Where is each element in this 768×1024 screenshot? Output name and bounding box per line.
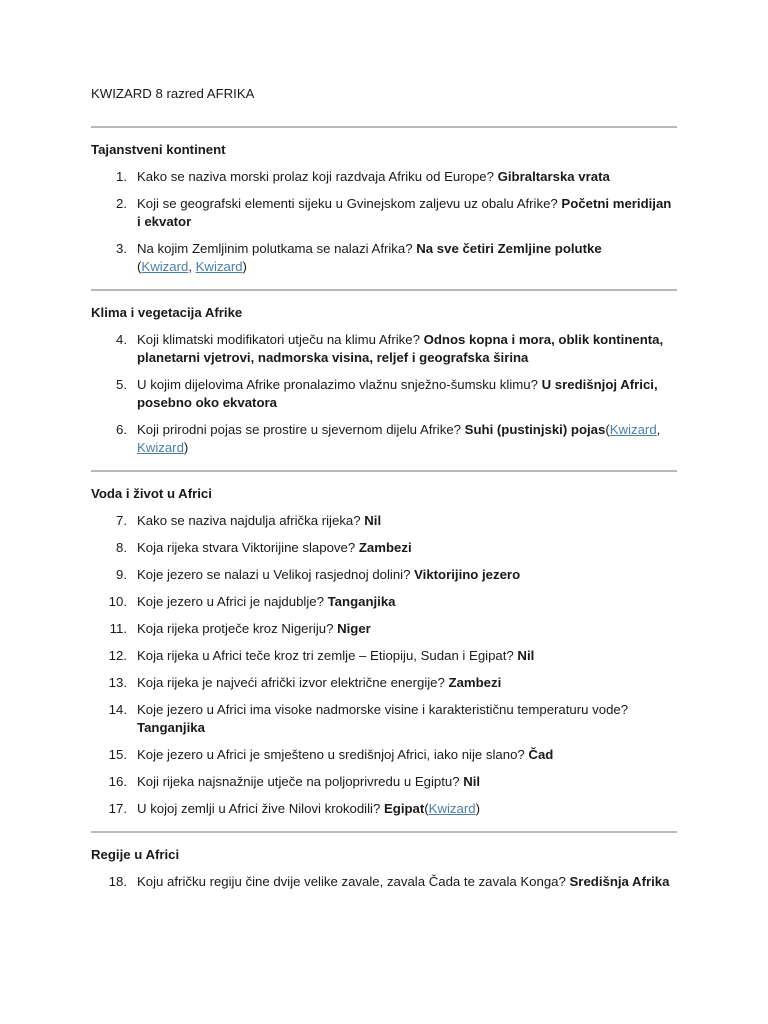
item-number: 18. [108,874,127,889]
list-item [91,195,677,231]
question-text: U kojim dijelovima Afrike pronalazimo vlažnu snježno-šumsku klimu? [137,377,542,392]
item-number: 5. [116,377,127,392]
list-item [91,647,677,665]
document [91,84,677,891]
question-text: Koji rijeka najsnažnije utječe na poljoprivredu u Egiptu? [137,774,464,789]
answer-text: Zambezi [448,675,502,690]
list-item [91,539,677,557]
item-number: 11. [109,621,127,636]
question-text: Koju afričku regiju čine dvije velike zavale, zavala Čada te zavala Konga? [137,874,570,889]
item-number: 2. [116,196,127,211]
question-text: Koja rijeka stvara Viktorijine slapove? [137,540,359,555]
section-title: Tajanstveni kontinent [91,142,226,157]
answer-text: Odnos kopna i mora, oblik kontinenta, planetarni vjetrovi, nadmorska visina, reljef i geografska širina [137,332,664,365]
source-link[interactable]: Kwizard [428,801,476,816]
source-link[interactable]: Kwizard [195,259,243,274]
list-item [91,701,677,737]
source-separator: , [188,259,196,274]
answer-text: Nil [517,648,535,663]
item-number: 1. [116,169,127,184]
section-title: Klima i vegetacija Afrike [91,305,243,320]
answer-text: Zambezi [358,540,412,555]
answer-text: Središnja Afrika [569,874,670,889]
item-number: 4. [116,332,127,347]
section-divider [91,470,677,472]
source-paren: ) [183,440,189,455]
question-text: Na kojim Zemljinim polutkama se nalazi Afrika? [137,241,417,256]
section-divider [91,126,677,128]
source-paren: ( [137,259,142,274]
list-item [91,240,677,276]
item-number: 10. [108,594,127,609]
list-item [91,773,677,791]
source-separator: , [656,422,661,437]
answer-text: Niger [337,621,371,636]
answer-text: Viktorijino jezero [414,567,521,582]
answer-text: U središnjoj Africi, posebno oko ekvatora [137,377,658,410]
answer-text: Početni meridijan i ekvator [137,196,672,229]
section-title: Regije u Africi [91,847,180,862]
item-number: 13. [108,675,127,690]
question-text: Koji se geografski elementi sijeku u Gvinejskom zaljevu uz obalu Afrike? [137,196,562,211]
question-text: Koja rijeka u Africi teče kroz tri zemlje – Etiopiju, Sudan i Egipat? [137,648,518,663]
item-number: 9. [116,567,127,582]
answer-text: Tanganjika [327,594,396,609]
list-item [91,746,677,764]
question-text: Koja rijeka protječe kroz Nigeriju? [137,621,338,636]
section-divider [91,831,677,833]
answer-text: Čad [528,747,554,762]
list-item [91,674,677,692]
item-number: 6. [116,422,127,437]
answer-text: Gibraltarska vrata [497,169,610,184]
list-item [91,620,677,638]
source-paren: ) [242,259,247,274]
source-paren: ( [605,422,610,437]
list-item [91,168,677,186]
section-divider [91,289,677,291]
question-text: U kojoj zemlji u Africi žive Nilovi krokodili? [137,801,384,816]
list-item [91,421,677,457]
source-link[interactable]: Kwizard [609,422,657,437]
question-text: Koje jezero u Africi ima visoke nadmorske visine i karakterističnu temperaturu vode? [137,702,629,717]
source-link[interactable]: Kwizard [141,259,189,274]
document-title: KWIZARD 8 razred AFRIKA [91,86,255,101]
list-item [91,566,677,584]
list-item [91,331,677,367]
source-link[interactable]: Kwizard [137,440,184,455]
question-text: Koja rijeka je najveći afrički izvor električne energije? [137,675,449,690]
list-item [91,376,677,412]
answer-text: Na sve četiri Zemljine polutke [416,241,602,256]
question-text: Kako se naziva morski prolaz koji razdvaja Afriku od Europe? [137,169,498,184]
item-number: 15. [108,747,127,762]
question-text: Koje jezero se nalazi u Velikoj rasjednoj dolini? [137,567,415,582]
answer-text: Egipat [383,801,425,816]
answer-text: Suhi (pustinjski) pojas [464,422,606,437]
item-number: 16. [108,774,127,789]
answer-text: Nil [364,513,382,528]
list-item [91,512,677,530]
item-number: 3. [116,241,127,256]
question-text: Kako se naziva najdulja afrička rijeka? [137,513,365,528]
question-text: Koje jezero u Africi je smješteno u središnjoj Africi, iako nije slano? [137,747,529,762]
item-number: 12. [108,648,127,663]
question-text: Koje jezero u Africi je najdublje? [137,594,328,609]
list-item [91,873,677,891]
item-number: 14. [108,702,127,717]
source-paren: ) [475,801,480,816]
list-item [91,593,677,611]
item-number: 17. [108,801,127,816]
item-number: 7. [116,513,127,528]
question-text: Koji klimatski modifikatori utječu na klimu Afrike? [137,332,424,347]
question-text: Koji prirodni pojas se prostire u sjevernom dijelu Afrike? [137,422,465,437]
section-title: Voda i život u Africi [91,486,212,501]
answer-text: Tanganjika [137,720,205,735]
item-number: 8. [116,540,127,555]
answer-text: Nil [463,774,481,789]
source-paren: ( [424,801,429,816]
list-item [91,800,677,818]
